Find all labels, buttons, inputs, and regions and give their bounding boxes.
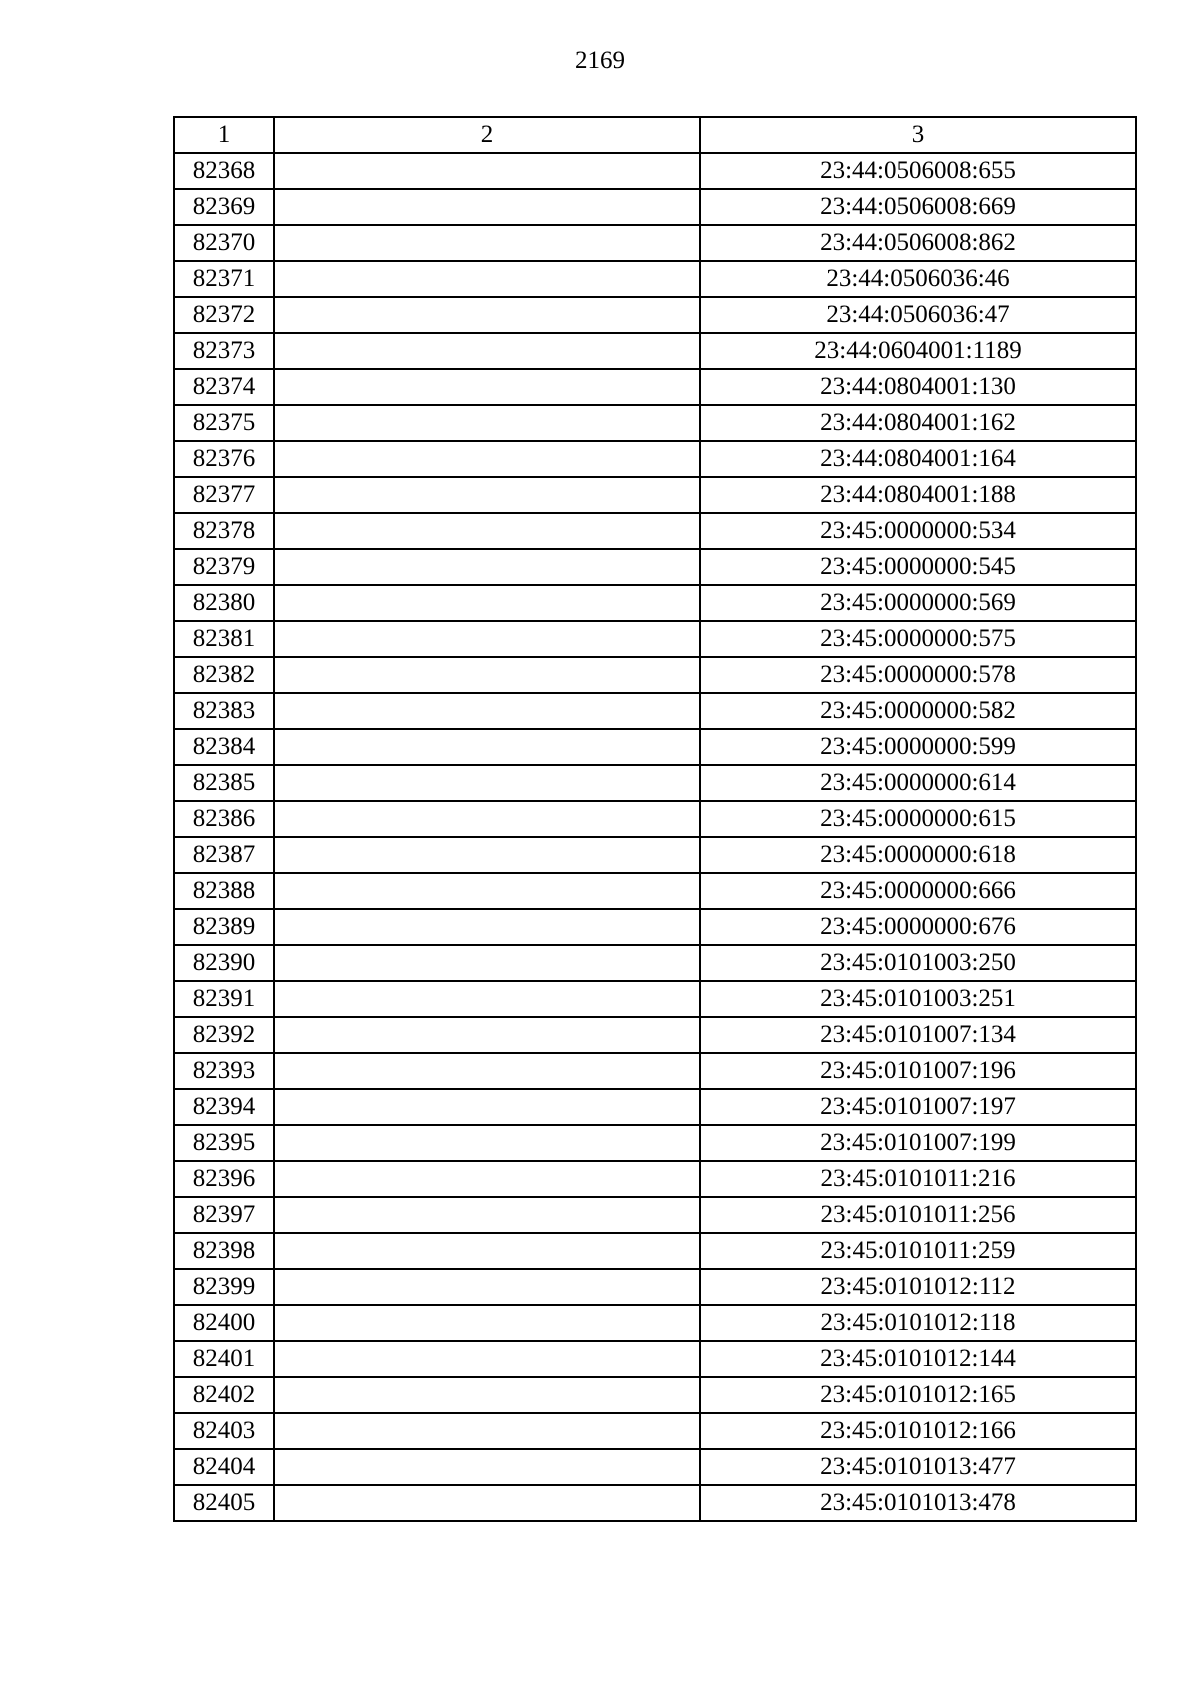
cadastral-number-cell: 23:44:0804001:162 xyxy=(700,405,1136,441)
row-number-cell: 82374 xyxy=(174,369,274,405)
row-description-cell xyxy=(274,1017,700,1053)
table-row xyxy=(174,1125,1136,1161)
cadastral-number-cell: 23:45:0101013:478 xyxy=(700,1485,1136,1521)
table-row xyxy=(174,1269,1136,1305)
row-description-cell xyxy=(274,1053,700,1089)
row-description-cell xyxy=(274,261,700,297)
cadastral-number-cell: 23:45:0000000:582 xyxy=(700,693,1136,729)
cadastral-number-cell: 23:45:0101012:144 xyxy=(700,1341,1136,1377)
table-row xyxy=(174,369,1136,405)
table-row xyxy=(174,261,1136,297)
cadastral-number-cell: 23:45:0101003:251 xyxy=(700,981,1136,1017)
row-description-cell xyxy=(274,1305,700,1341)
row-number-cell: 82369 xyxy=(174,189,274,225)
row-number-cell: 82380 xyxy=(174,585,274,621)
table-row xyxy=(174,333,1136,369)
table-row xyxy=(174,297,1136,333)
table-row xyxy=(174,1377,1136,1413)
registry-table xyxy=(173,116,1137,1522)
row-number-cell: 82404 xyxy=(174,1449,274,1485)
row-number-cell: 82402 xyxy=(174,1377,274,1413)
row-number-cell: 82387 xyxy=(174,837,274,873)
table-row xyxy=(174,909,1136,945)
row-number-cell: 82401 xyxy=(174,1341,274,1377)
row-number-cell: 82386 xyxy=(174,801,274,837)
row-number-cell: 82373 xyxy=(174,333,274,369)
row-description-cell xyxy=(274,1341,700,1377)
row-number-cell: 82392 xyxy=(174,1017,274,1053)
row-number-cell: 82377 xyxy=(174,477,274,513)
row-number-cell: 82385 xyxy=(174,765,274,801)
row-description-cell xyxy=(274,693,700,729)
cadastral-number-cell: 23:44:0506008:669 xyxy=(700,189,1136,225)
table-row xyxy=(174,873,1136,909)
row-description-cell xyxy=(274,513,700,549)
row-number-cell: 82372 xyxy=(174,297,274,333)
row-description-cell xyxy=(274,333,700,369)
row-number-cell: 82403 xyxy=(174,1413,274,1449)
table-row xyxy=(174,1305,1136,1341)
cadastral-number-cell: 23:45:0000000:599 xyxy=(700,729,1136,765)
row-description-cell xyxy=(274,477,700,513)
row-number-cell: 82375 xyxy=(174,405,274,441)
row-description-cell xyxy=(274,1485,700,1521)
table-row xyxy=(174,621,1136,657)
cadastral-number-cell: 23:45:0000000:676 xyxy=(700,909,1136,945)
row-description-cell xyxy=(274,1377,700,1413)
cadastral-number-cell: 23:44:0506008:655 xyxy=(700,153,1136,189)
table-row xyxy=(174,477,1136,513)
cadastral-number-cell: 23:44:0604001:1189 xyxy=(700,333,1136,369)
cadastral-number-cell: 23:45:0101007:134 xyxy=(700,1017,1136,1053)
table-row xyxy=(174,837,1136,873)
row-description-cell xyxy=(274,909,700,945)
row-description-cell xyxy=(274,873,700,909)
cadastral-number-cell: 23:45:0000000:578 xyxy=(700,657,1136,693)
table-row xyxy=(174,1485,1136,1521)
cadastral-number-cell: 23:45:0000000:666 xyxy=(700,873,1136,909)
table-row xyxy=(174,1197,1136,1233)
cadastral-number-cell: 23:45:0000000:615 xyxy=(700,801,1136,837)
table-row xyxy=(174,153,1136,189)
header-col-3: 3 xyxy=(700,117,1136,153)
row-number-cell: 82381 xyxy=(174,621,274,657)
row-description-cell xyxy=(274,189,700,225)
row-number-cell: 82400 xyxy=(174,1305,274,1341)
row-number-cell: 82384 xyxy=(174,729,274,765)
row-number-cell: 82376 xyxy=(174,441,274,477)
row-number-cell: 82394 xyxy=(174,1089,274,1125)
table-row xyxy=(174,693,1136,729)
row-number-cell: 82395 xyxy=(174,1125,274,1161)
row-description-cell xyxy=(274,1269,700,1305)
row-description-cell xyxy=(274,549,700,585)
row-description-cell xyxy=(274,1413,700,1449)
table-row xyxy=(174,441,1136,477)
header-row xyxy=(174,117,1136,153)
cadastral-number-cell: 23:45:0000000:545 xyxy=(700,549,1136,585)
row-description-cell xyxy=(274,369,700,405)
table-header xyxy=(174,117,1136,153)
row-number-cell: 82398 xyxy=(174,1233,274,1269)
header-col-2: 2 xyxy=(274,117,700,153)
row-number-cell: 82379 xyxy=(174,549,274,585)
row-number-cell: 82390 xyxy=(174,945,274,981)
table-row xyxy=(174,1341,1136,1377)
table-row xyxy=(174,801,1136,837)
table-row xyxy=(174,981,1136,1017)
table-row xyxy=(174,1089,1136,1125)
row-number-cell: 82389 xyxy=(174,909,274,945)
cadastral-number-cell: 23:45:0101011:259 xyxy=(700,1233,1136,1269)
table-row xyxy=(174,1161,1136,1197)
cadastral-number-cell: 23:45:0101007:196 xyxy=(700,1053,1136,1089)
cadastral-number-cell: 23:44:0804001:188 xyxy=(700,477,1136,513)
row-description-cell xyxy=(274,297,700,333)
header-col-1: 1 xyxy=(174,117,274,153)
row-description-cell xyxy=(274,1089,700,1125)
cadastral-number-cell: 23:45:0101013:477 xyxy=(700,1449,1136,1485)
table-row xyxy=(174,405,1136,441)
row-description-cell xyxy=(274,945,700,981)
row-description-cell xyxy=(274,657,700,693)
table-row xyxy=(174,585,1136,621)
row-description-cell xyxy=(274,1233,700,1269)
row-number-cell: 82399 xyxy=(174,1269,274,1305)
cadastral-number-cell: 23:45:0000000:614 xyxy=(700,765,1136,801)
row-number-cell: 82371 xyxy=(174,261,274,297)
cadastral-number-cell: 23:44:0506036:46 xyxy=(700,261,1136,297)
row-description-cell xyxy=(274,1125,700,1161)
row-number-cell: 82370 xyxy=(174,225,274,261)
row-description-cell xyxy=(274,441,700,477)
row-number-cell: 82405 xyxy=(174,1485,274,1521)
row-description-cell xyxy=(274,837,700,873)
row-number-cell: 82397 xyxy=(174,1197,274,1233)
row-description-cell xyxy=(274,801,700,837)
table-row xyxy=(174,729,1136,765)
row-number-cell: 82396 xyxy=(174,1161,274,1197)
cadastral-number-cell: 23:45:0101012:166 xyxy=(700,1413,1136,1449)
table-row xyxy=(174,1233,1136,1269)
cadastral-number-cell: 23:45:0101012:165 xyxy=(700,1377,1136,1413)
row-number-cell: 82391 xyxy=(174,981,274,1017)
cadastral-number-cell: 23:44:0804001:130 xyxy=(700,369,1136,405)
cadastral-number-cell: 23:45:0101012:112 xyxy=(700,1269,1136,1305)
table-row xyxy=(174,1053,1136,1089)
table-row xyxy=(174,765,1136,801)
table-row xyxy=(174,1413,1136,1449)
row-number-cell: 82368 xyxy=(174,153,274,189)
row-description-cell xyxy=(274,729,700,765)
row-number-cell: 82382 xyxy=(174,657,274,693)
row-description-cell xyxy=(274,765,700,801)
row-description-cell xyxy=(274,153,700,189)
cadastral-number-cell: 23:45:0000000:569 xyxy=(700,585,1136,621)
cadastral-number-cell: 23:45:0101007:197 xyxy=(700,1089,1136,1125)
row-number-cell: 82393 xyxy=(174,1053,274,1089)
cadastral-number-cell: 23:45:0000000:534 xyxy=(700,513,1136,549)
cadastral-number-cell: 23:45:0000000:575 xyxy=(700,621,1136,657)
row-description-cell xyxy=(274,621,700,657)
cadastral-number-cell: 23:45:0101007:199 xyxy=(700,1125,1136,1161)
table-row xyxy=(174,1017,1136,1053)
row-description-cell xyxy=(274,405,700,441)
row-description-cell xyxy=(274,1161,700,1197)
cadastral-number-cell: 23:44:0506008:862 xyxy=(700,225,1136,261)
cadastral-number-cell: 23:45:0101012:118 xyxy=(700,1305,1136,1341)
row-number-cell: 82383 xyxy=(174,693,274,729)
table-row xyxy=(174,549,1136,585)
table-row xyxy=(174,1449,1136,1485)
table-row xyxy=(174,225,1136,261)
row-description-cell xyxy=(274,1197,700,1233)
table-row xyxy=(174,945,1136,981)
table-row xyxy=(174,513,1136,549)
row-number-cell: 82388 xyxy=(174,873,274,909)
row-number-cell: 82378 xyxy=(174,513,274,549)
row-description-cell xyxy=(274,585,700,621)
row-description-cell xyxy=(274,981,700,1017)
row-description-cell xyxy=(274,225,700,261)
cadastral-number-cell: 23:44:0804001:164 xyxy=(700,441,1136,477)
cadastral-number-cell: 23:45:0101011:216 xyxy=(700,1161,1136,1197)
table-row xyxy=(174,189,1136,225)
cadastral-number-cell: 23:45:0000000:618 xyxy=(700,837,1136,873)
cadastral-number-cell: 23:44:0506036:47 xyxy=(700,297,1136,333)
cadastral-number-cell: 23:45:0101011:256 xyxy=(700,1197,1136,1233)
page-number: 2169 xyxy=(575,47,625,74)
table-row xyxy=(174,657,1136,693)
row-description-cell xyxy=(274,1449,700,1485)
cadastral-number-cell: 23:45:0101003:250 xyxy=(700,945,1136,981)
table-body xyxy=(174,153,1136,1521)
